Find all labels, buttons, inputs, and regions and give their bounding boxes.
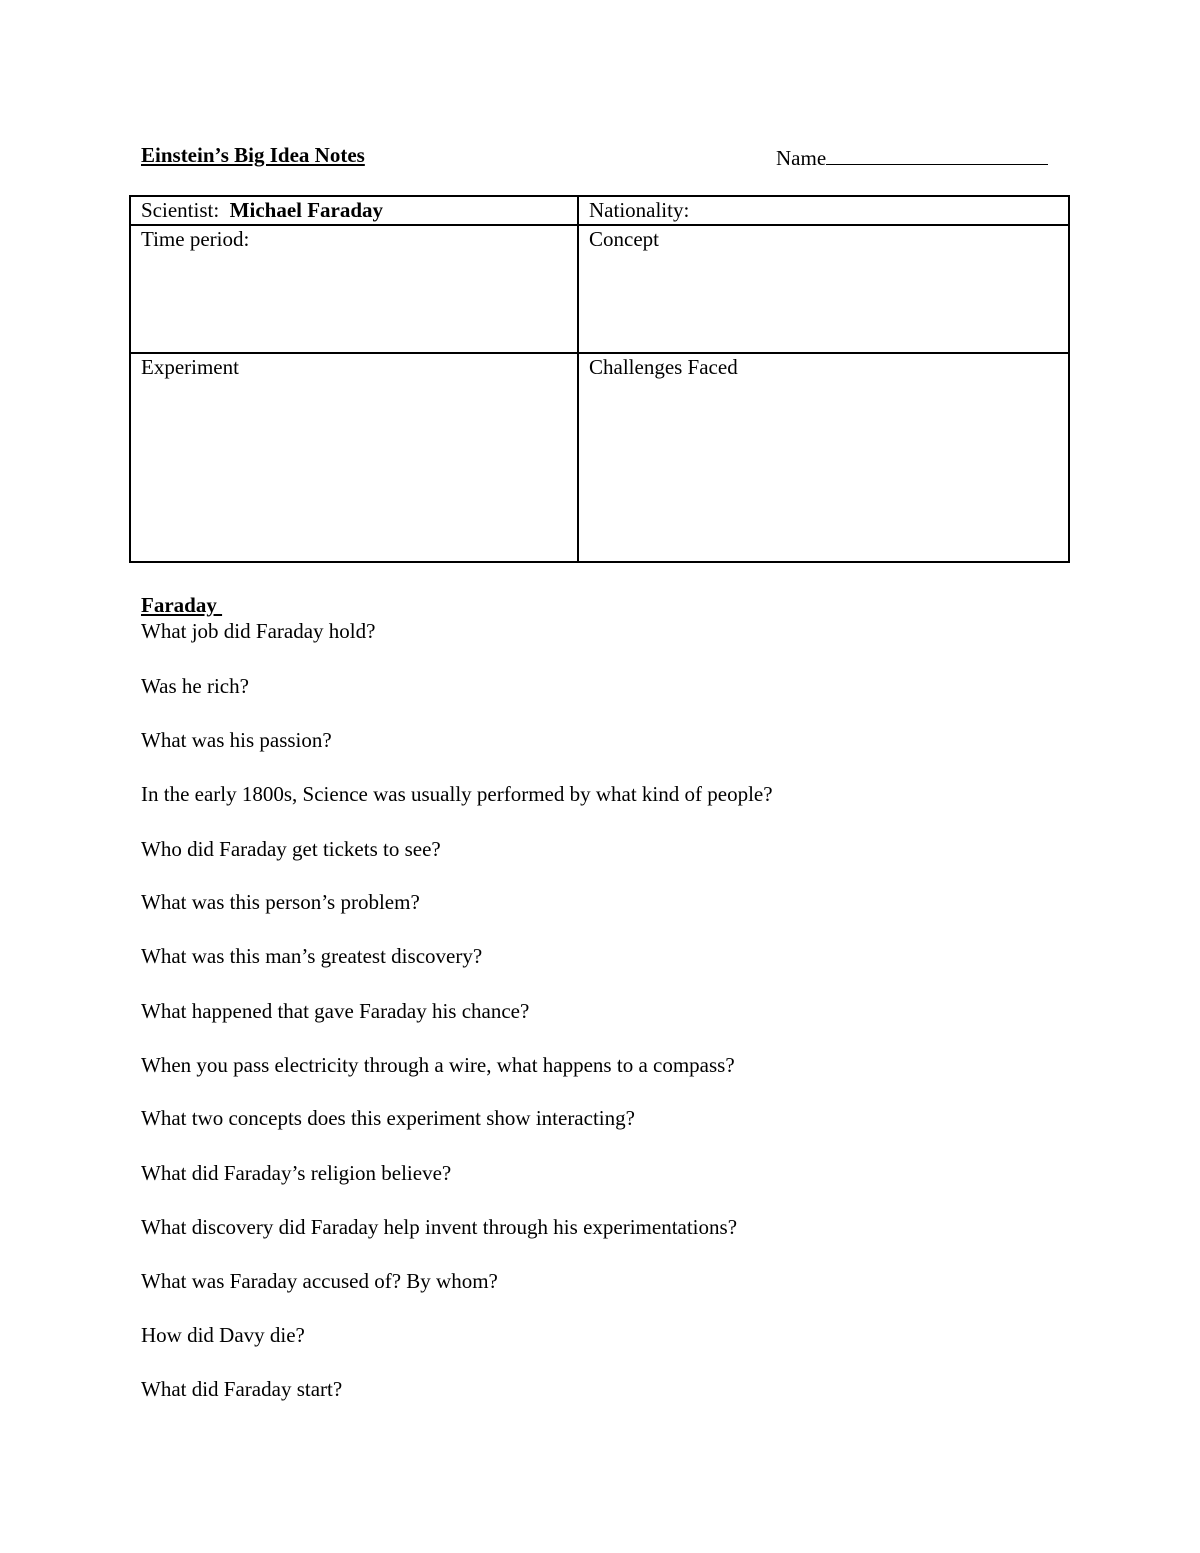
- question-item: In the early 1800s, Science was usually performed by what kind of people?: [141, 782, 773, 806]
- scientist-cell[interactable]: [130, 196, 578, 225]
- question-item: How did Davy die?: [141, 1323, 305, 1347]
- question-item: What was this man’s greatest discovery?: [141, 944, 483, 968]
- experiment-cell[interactable]: [130, 353, 578, 562]
- question-item: What job did Faraday hold?: [141, 619, 376, 643]
- experiment-label: Experiment: [141, 355, 239, 379]
- question-item: Who did Faraday get tickets to see?: [141, 837, 441, 861]
- question-item: What was this person’s problem?: [141, 890, 420, 914]
- question-item: What happened that gave Faraday his chance?: [141, 999, 530, 1023]
- time-period-label: Time period:: [141, 227, 250, 251]
- scientist-info-table: [129, 195, 1070, 563]
- question-item: What discovery did Faraday help invent through his experimentations?: [141, 1215, 738, 1239]
- scientist-label: Scientist:: [141, 198, 220, 222]
- challenges-cell[interactable]: [578, 353, 1069, 562]
- name-blank-line[interactable]: [826, 143, 1048, 165]
- scientist-value: Michael Faraday: [229, 198, 384, 222]
- nationality-cell[interactable]: [578, 196, 1069, 225]
- concept-label: Concept: [589, 227, 659, 251]
- document-title: Einstein’s Big Idea Notes: [141, 143, 365, 167]
- question-item: What two concepts does this experiment show interacting?: [141, 1106, 635, 1130]
- question-item: What was his passion?: [141, 728, 332, 752]
- name-label: Name: [776, 146, 827, 170]
- concept-cell[interactable]: [578, 225, 1069, 353]
- time-period-cell[interactable]: [130, 225, 578, 353]
- question-item: Was he rich?: [141, 674, 249, 698]
- name-field[interactable]: [776, 143, 1048, 171]
- challenges-label: Challenges Faced: [589, 355, 738, 379]
- question-item: What did Faraday start?: [141, 1377, 343, 1401]
- question-item: When you pass electricity through a wire, what happens to a compass?: [141, 1053, 735, 1077]
- section-heading: Faraday: [141, 593, 223, 617]
- nationality-label: Nationality:: [589, 198, 690, 222]
- question-item: What was Faraday accused of? By whom?: [141, 1269, 498, 1293]
- question-item: What did Faraday’s religion believe?: [141, 1161, 452, 1185]
